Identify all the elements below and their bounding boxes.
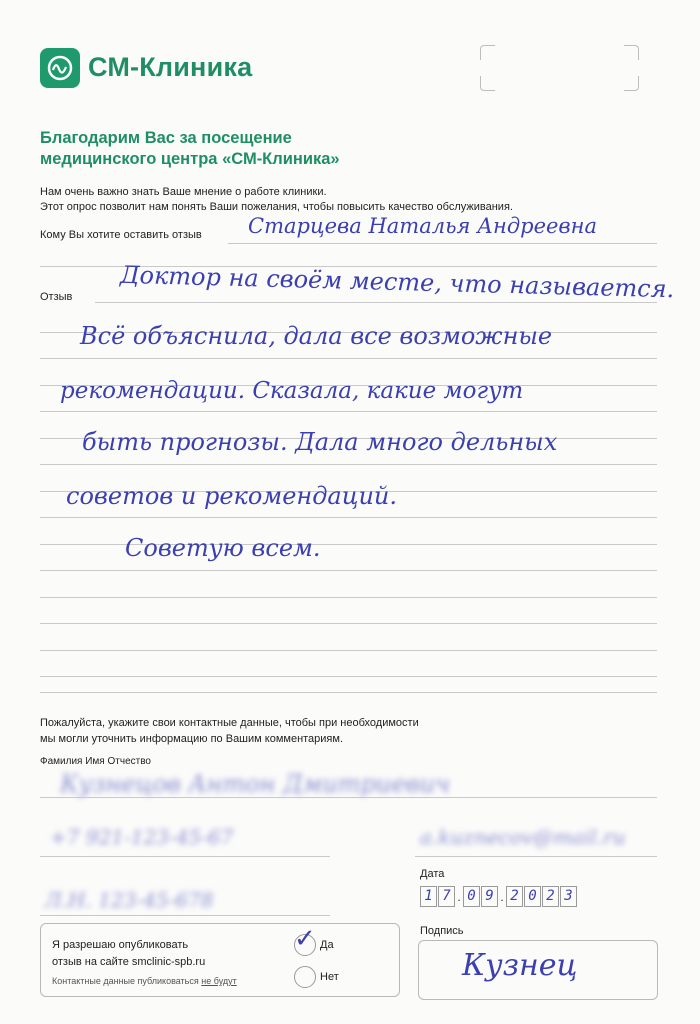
name-line (40, 797, 657, 798)
date-digit: 7 (438, 886, 455, 907)
review-line-1[interactable]: Доктор на своём месте, что называется. (119, 260, 675, 304)
name-value-redacted[interactable]: Кузнецов Антон Дмитриевич (60, 770, 451, 798)
intro-line-2: Этот опрос позволит нам понять Ваши пожелания, чтобы повысить качество обслуживания. (40, 201, 513, 213)
review-line-4[interactable]: быть прогнозы. Дала много дельных (82, 428, 558, 456)
signature-label: Подпись (420, 925, 464, 937)
intro-line-1: Нам очень важно знать Ваше мнение о работе клиники. (40, 186, 327, 198)
publish-note-emphasis: не будут (201, 976, 237, 986)
review-label: Отзыв (40, 291, 73, 303)
contact-prompt-line-2: мы могли уточнить информацию по Вашим комментариям. (40, 733, 344, 745)
review-line (40, 676, 657, 677)
review-line (40, 464, 657, 465)
heading-line-1: Благодарим Вас за посещение (40, 129, 292, 147)
review-line (40, 358, 657, 359)
stamp-area-corner (624, 76, 639, 91)
review-line (40, 517, 657, 518)
review-line-2[interactable]: Всё объяснила, дала все возможные (80, 322, 553, 350)
recipient-label: Кому Вы хотите оставить отзыв (40, 229, 202, 241)
checkmark-icon: ✓ (294, 924, 316, 954)
contact-prompt-line-1: Пожалуйста, укажите свои контактные данные, чтобы при необходимости (40, 717, 419, 729)
publish-note (52, 976, 237, 986)
stamp-area-corner (480, 45, 495, 60)
review-line (40, 570, 657, 571)
recipient-value[interactable]: Старцева Наталья Андреевна (248, 214, 598, 238)
email-line (415, 856, 657, 857)
brand-logo-icon (40, 48, 80, 88)
name-label: Фамилия Имя Отчество (40, 756, 151, 767)
publish-yes-label: Да (320, 939, 334, 951)
signature-value: Кузнец (462, 948, 578, 983)
date-separator: . (457, 889, 461, 904)
date-digit: 2 (542, 886, 559, 907)
date-separator: . (500, 889, 504, 904)
publish-note-prefix: Контактные данные публиковаться (52, 976, 199, 986)
extra-value-redacted[interactable]: Л.Н. 123-45-678 (45, 888, 214, 912)
date-field[interactable] (420, 886, 577, 907)
phone-value-redacted[interactable]: +7 921-123-45-67 (50, 825, 234, 849)
review-line-5[interactable]: советов и рекомендаций. (66, 482, 398, 510)
date-digit: 0 (463, 886, 480, 907)
review-line (40, 597, 657, 598)
publish-consent-text (52, 937, 205, 971)
date-digit: 1 (420, 886, 437, 907)
email-value-redacted[interactable]: a.kuznecov@mail.ru (420, 825, 626, 849)
review-line-3[interactable]: рекомендации. Сказала, какие могут (60, 378, 524, 404)
brand-name: СМ-Клиника (88, 52, 253, 82)
date-digit: 2 (506, 886, 523, 907)
recipient-line (228, 243, 657, 244)
date-label: Дата (420, 868, 445, 880)
date-digit: 0 (524, 886, 541, 907)
date-digit: 3 (560, 886, 577, 907)
review-line (40, 623, 657, 624)
publish-no-radio[interactable] (294, 966, 316, 988)
review-line (40, 692, 657, 693)
date-digit: 9 (481, 886, 498, 907)
heading-line-2: медицинского центра «СМ-Клиника» (40, 150, 340, 168)
phone-line (40, 856, 330, 857)
review-line-6[interactable]: Советую всем. (125, 534, 321, 562)
stamp-area-corner (480, 76, 495, 91)
extra-line (40, 915, 330, 916)
publish-no-label: Нет (320, 971, 339, 983)
form-heading (40, 128, 340, 170)
review-line (40, 411, 657, 412)
review-line (40, 650, 657, 651)
contact-prompt (40, 715, 419, 747)
publish-line-1: Я разрешаю опубликовать (52, 939, 189, 951)
publish-line-2: отзыв на сайте smclinic-spb.ru (52, 956, 206, 968)
stamp-area-corner (624, 45, 639, 60)
intro-text (40, 185, 513, 215)
review-line (95, 302, 657, 303)
